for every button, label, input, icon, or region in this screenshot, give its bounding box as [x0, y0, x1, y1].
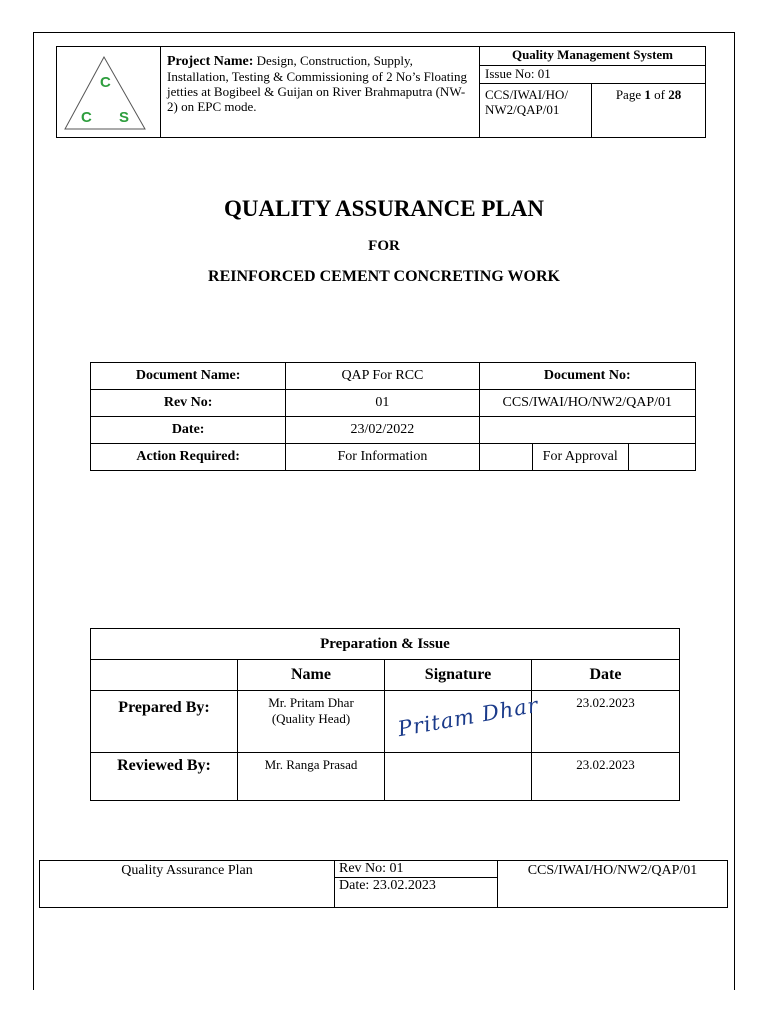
page-border — [33, 32, 735, 990]
prep-colhead-name: Name — [238, 660, 385, 691]
action-info: For Information — [286, 444, 479, 471]
footer-title: Quality Assurance Plan — [40, 861, 335, 908]
project-label: Project Name: — [167, 54, 254, 69]
prep-colhead-signature: Signature — [385, 660, 532, 691]
action-approval: For Approval — [532, 444, 628, 471]
reviewed-date: 23.02.2023 — [532, 753, 680, 801]
preparation-table — [90, 628, 680, 801]
date-label: Date: — [91, 417, 286, 444]
prepared-signature: Pritam Dhar — [395, 692, 541, 742]
main-title: QUALITY ASSURANCE PLAN — [224, 196, 544, 221]
qms-label: Quality Management System — [480, 47, 706, 66]
issue-no: Issue No: 01 — [480, 66, 706, 84]
action-label: Action Required: — [91, 444, 286, 471]
prep-colhead-date: Date — [532, 660, 680, 691]
project-name-cell — [161, 47, 480, 138]
date-value: 23/02/2022 — [286, 417, 479, 444]
doc-no-value: CCS/IWAI/HO/NW2/QAP/01 — [479, 390, 695, 417]
prepared-date: 23.02.2023 — [532, 691, 680, 753]
prepared-name-line1: Mr. Pritam Dhar — [268, 695, 354, 710]
page-number — [592, 84, 706, 138]
date-empty-cell — [479, 417, 695, 444]
subtitle: REINFORCED CEMENT CONCRETING WORK — [208, 268, 560, 285]
rev-label: Rev No: — [91, 390, 286, 417]
doc-no-label: Document No: — [479, 363, 695, 390]
doc-name-label: Document Name: — [91, 363, 286, 390]
document-header — [56, 46, 706, 138]
page-total: 28 — [668, 87, 682, 102]
company-logo — [57, 47, 161, 138]
prepared-signature-cell — [385, 691, 541, 753]
footer-date: Date: 23.02.2023 — [335, 878, 498, 908]
document-info-table — [90, 362, 696, 471]
action-info-checkbox — [479, 444, 532, 471]
header-doc-no — [480, 84, 592, 138]
prep-colhead-empty — [91, 660, 238, 691]
prepared-by-label: Prepared By: — [91, 691, 238, 753]
logo-letter-top: C — [100, 74, 111, 91]
page-current: 1 — [644, 87, 651, 102]
reviewed-name: Mr. Ranga Prasad — [238, 753, 385, 801]
logo-letter-right: S — [119, 109, 130, 126]
logo-letter-left: C — [81, 109, 92, 126]
title-for: FOR — [368, 238, 400, 254]
footer-doc-no: CCS/IWAI/HO/NW2/QAP/01 — [498, 861, 728, 908]
prepared-name-line2: (Quality Head) — [271, 711, 351, 726]
project-text: Design, Construction, Supply, Installation, Testing & Commissioning of 2 No’s Floating jetties at Bogibeel & Guijan on River Brahmaputra (NW-2) on EPC mode. — [167, 53, 468, 114]
footer-rev: Rev No: 01 — [335, 861, 498, 878]
reviewed-by-label: Reviewed By: — [91, 753, 238, 801]
prepared-name — [238, 691, 385, 753]
page-of: of — [654, 87, 665, 102]
header-doc-no-line1: CCS/IWAI/HO/ — [485, 87, 569, 102]
doc-name-value: QAP For RCC — [286, 363, 479, 390]
header-doc-no-line2: NW2/QAP/01 — [485, 102, 560, 117]
document-footer — [39, 860, 728, 908]
action-approval-checkbox — [628, 444, 695, 471]
rev-value: 01 — [286, 390, 479, 417]
page-prefix: Page — [615, 87, 642, 102]
reviewed-signature-cell — [385, 753, 532, 801]
prep-heading: Preparation & Issue — [91, 629, 680, 660]
